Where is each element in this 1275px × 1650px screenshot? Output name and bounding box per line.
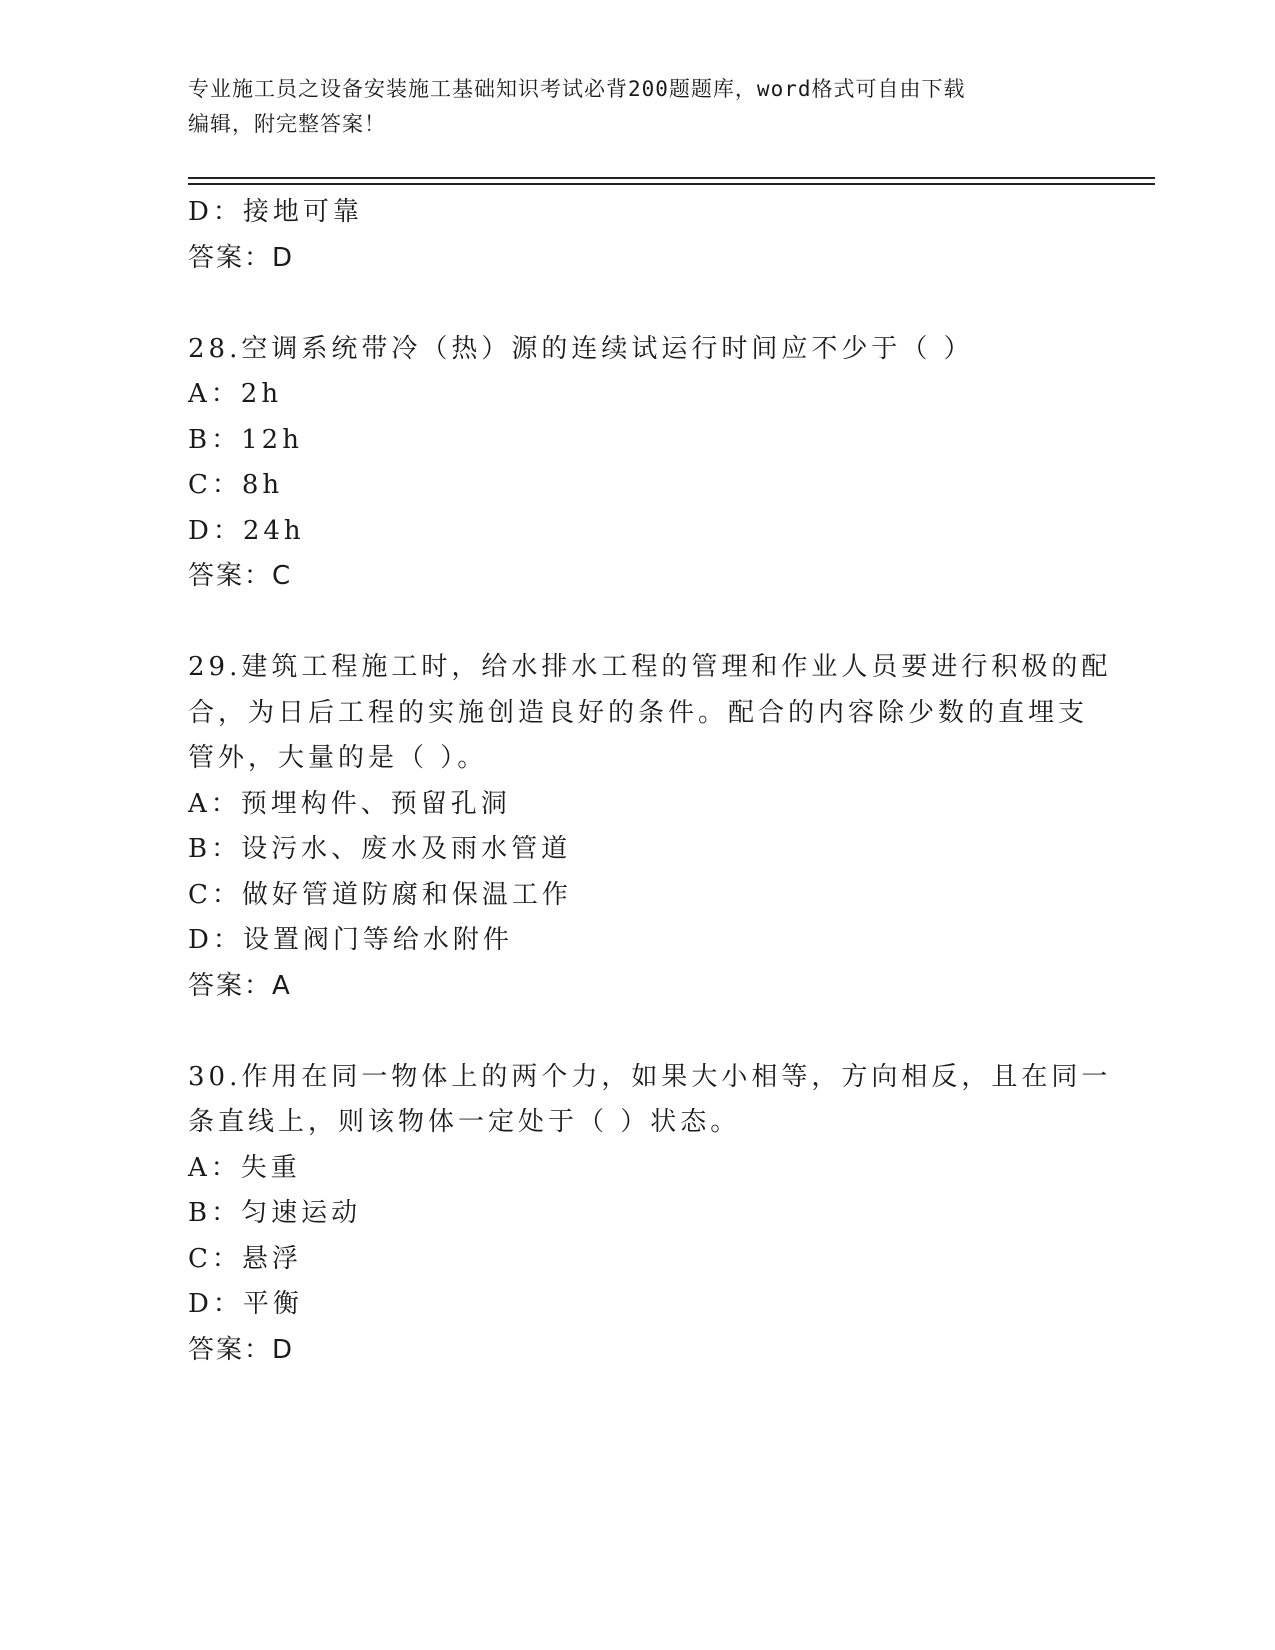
spacer: [188, 281, 1108, 327]
question-stem-line-2: 条直线上，则该物体一定处于（ ）状态。: [188, 1107, 741, 1137]
question-stem: 28.空调系统带冷（热）源的连续试运行时间应不少于（ ）: [188, 333, 974, 364]
option-b: B：12h: [188, 424, 303, 455]
header-line-2: 编辑，附完整答案！: [188, 112, 386, 136]
spacer: [188, 1009, 1108, 1055]
header-rule-top: [188, 177, 1155, 179]
question-list: [188, 190, 1112, 1373]
option-d: D：24h: [188, 515, 305, 546]
question-29: [188, 645, 1112, 1009]
option-b: B：设污水、废水及雨水管道: [188, 834, 572, 864]
question-stem-line-1: 30.作用在同一物体上的两个力，如果大小相等，方向相反，且在同一: [188, 1061, 1112, 1092]
option-a: A：2h: [188, 379, 283, 409]
option-c: C：悬浮: [188, 1243, 302, 1274]
option-d: D：平衡: [188, 1289, 303, 1319]
spacer: [188, 600, 1108, 646]
question-28: [188, 327, 1108, 600]
answer-line: 答案：A: [188, 970, 292, 1001]
option-a: A：失重: [188, 1152, 301, 1183]
option-c: C：做好管道防腐和保温工作: [188, 879, 572, 910]
question-stem-line-3: 管外，大量的是（ ）。: [188, 743, 488, 773]
answer-line: 答案：C: [188, 561, 293, 591]
option-d: D：设置阀门等给水附件: [188, 925, 513, 955]
document-header: [188, 72, 1088, 142]
prev-question-option-d: D：接地可靠: [188, 197, 363, 227]
prev-question-answer: 答案：D: [188, 242, 295, 273]
header-line-1: 专业施工员之设备安装施工基础知识考试必背200题题库，word格式可自由下载: [188, 77, 966, 101]
option-a: A：预埋构件、预留孔洞: [188, 788, 511, 819]
answer-line: 答案：D: [188, 1334, 295, 1365]
question-30: [188, 1055, 1112, 1374]
question-stem-line-2: 合，为日后工程的实施创造良好的条件。配合的内容除少数的直埋支: [188, 697, 1089, 728]
option-c: C：8h: [188, 470, 284, 500]
question-stem-line-1: 29.建筑工程施工时，给水排水工程的管理和作业人员要进行积极的配: [188, 652, 1112, 682]
option-b: B：匀速运动: [188, 1198, 362, 1228]
header-rule-bottom: [188, 183, 1155, 185]
